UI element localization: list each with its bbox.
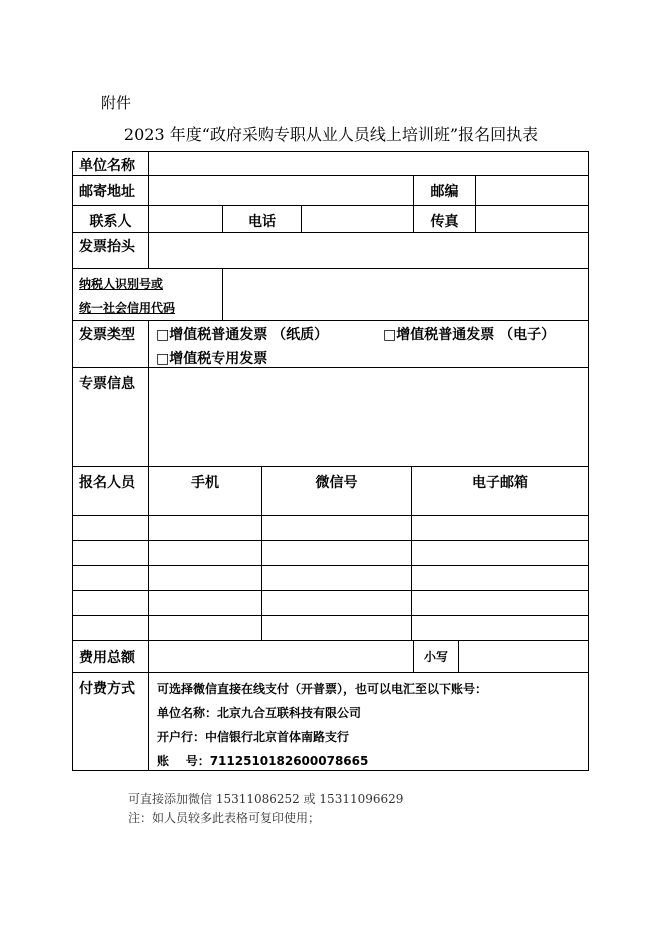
attendee-email-cell[interactable]: [411, 540, 589, 566]
attendee-mobile-cell[interactable]: [148, 540, 262, 566]
attendee-name-cell[interactable]: [72, 590, 149, 616]
payment-info: [148, 672, 589, 771]
label-address: 邮寄地址: [72, 175, 149, 206]
contact-field[interactable]: [148, 205, 223, 233]
invoice-type-options: [148, 320, 589, 368]
payment-line: 可选择微信直接在线支付（开普票），也可以电汇至以下账号：: [157, 682, 488, 696]
page-title: 2023 年度“政府采购专职从业人员线上培训班”报名回执表: [123, 125, 539, 144]
attendee-wechat-cell[interactable]: [261, 515, 412, 541]
invoice-title-field[interactable]: [148, 232, 589, 269]
attendee-email-cell[interactable]: [411, 615, 589, 641]
attendee-wechat-cell[interactable]: [261, 590, 412, 616]
column-mobile: 手机: [148, 466, 262, 516]
attendee-mobile-cell[interactable]: [148, 615, 262, 641]
attachment-label: 附件: [101, 94, 132, 112]
lowercase-amount-field[interactable]: [458, 640, 589, 673]
address-field[interactable]: [148, 175, 414, 206]
tax-id-line1: 纳税人识别号或: [79, 277, 164, 291]
phone-field[interactable]: [301, 205, 414, 233]
label-contact: 联系人: [72, 205, 149, 233]
label-postcode: 邮编: [413, 175, 476, 206]
label-payment-method: 付费方式: [72, 672, 149, 771]
label-total-fee: 费用总额: [72, 640, 149, 673]
payment-line: 账 号：7112510182600078665: [157, 754, 369, 768]
payment-line: 单位名称：北京九合互联科技有限公司: [157, 706, 362, 720]
attendee-mobile-cell[interactable]: [148, 565, 262, 591]
column-email: 电子邮箱: [411, 466, 589, 516]
attendee-name-cell[interactable]: [72, 515, 149, 541]
tax-id-field[interactable]: [222, 268, 589, 321]
attendee-wechat-cell[interactable]: [261, 565, 412, 591]
attendee-name-cell[interactable]: [72, 565, 149, 591]
attendee-mobile-cell[interactable]: [148, 515, 262, 541]
attendee-mobile-cell[interactable]: [148, 590, 262, 616]
attendee-email-cell[interactable]: [411, 515, 589, 541]
attendee-wechat-cell[interactable]: [261, 615, 412, 641]
label-unit-name: 单位名称: [72, 151, 149, 176]
note-wechat: 可直接添加微信 15311086252 或 15311096629: [128, 792, 404, 806]
attendee-wechat-cell[interactable]: [261, 540, 412, 566]
attendee-email-cell[interactable]: [411, 565, 589, 591]
option-special-invoice[interactable]: □增值税专用发票: [156, 351, 268, 367]
label-attendees: 报名人员: [72, 466, 149, 516]
payment-line: 开户行：中信银行北京首体南路支行: [157, 730, 350, 744]
label-fax: 传真: [413, 205, 476, 233]
unit-name-field[interactable]: [148, 151, 589, 176]
label-special-invoice-info: 专票信息: [72, 367, 149, 467]
option-paper-invoice[interactable]: □增值税普通发票 （纸质）: [156, 327, 329, 343]
column-wechat: 微信号: [261, 466, 412, 516]
option-electronic-invoice[interactable]: □增值税普通发票 （电子）: [383, 327, 556, 343]
special-invoice-info-field[interactable]: [148, 367, 589, 467]
label-phone: 电话: [222, 205, 302, 233]
label-invoice-type: 发票类型: [72, 320, 149, 368]
tax-id-line2: 统一社会信用代码: [79, 301, 176, 315]
fax-field[interactable]: [475, 205, 589, 233]
attendee-email-cell[interactable]: [411, 590, 589, 616]
label-invoice-title: 发票抬头: [72, 232, 149, 269]
total-fee-field[interactable]: [148, 640, 414, 673]
attendee-name-cell[interactable]: [72, 615, 149, 641]
note-copy: 注：如人员较多此表格可复印使用；: [128, 811, 321, 825]
postcode-field[interactable]: [475, 175, 589, 206]
label-lowercase: 小写: [413, 640, 459, 673]
label-tax-id: [72, 268, 223, 321]
attendee-name-cell[interactable]: [72, 540, 149, 566]
